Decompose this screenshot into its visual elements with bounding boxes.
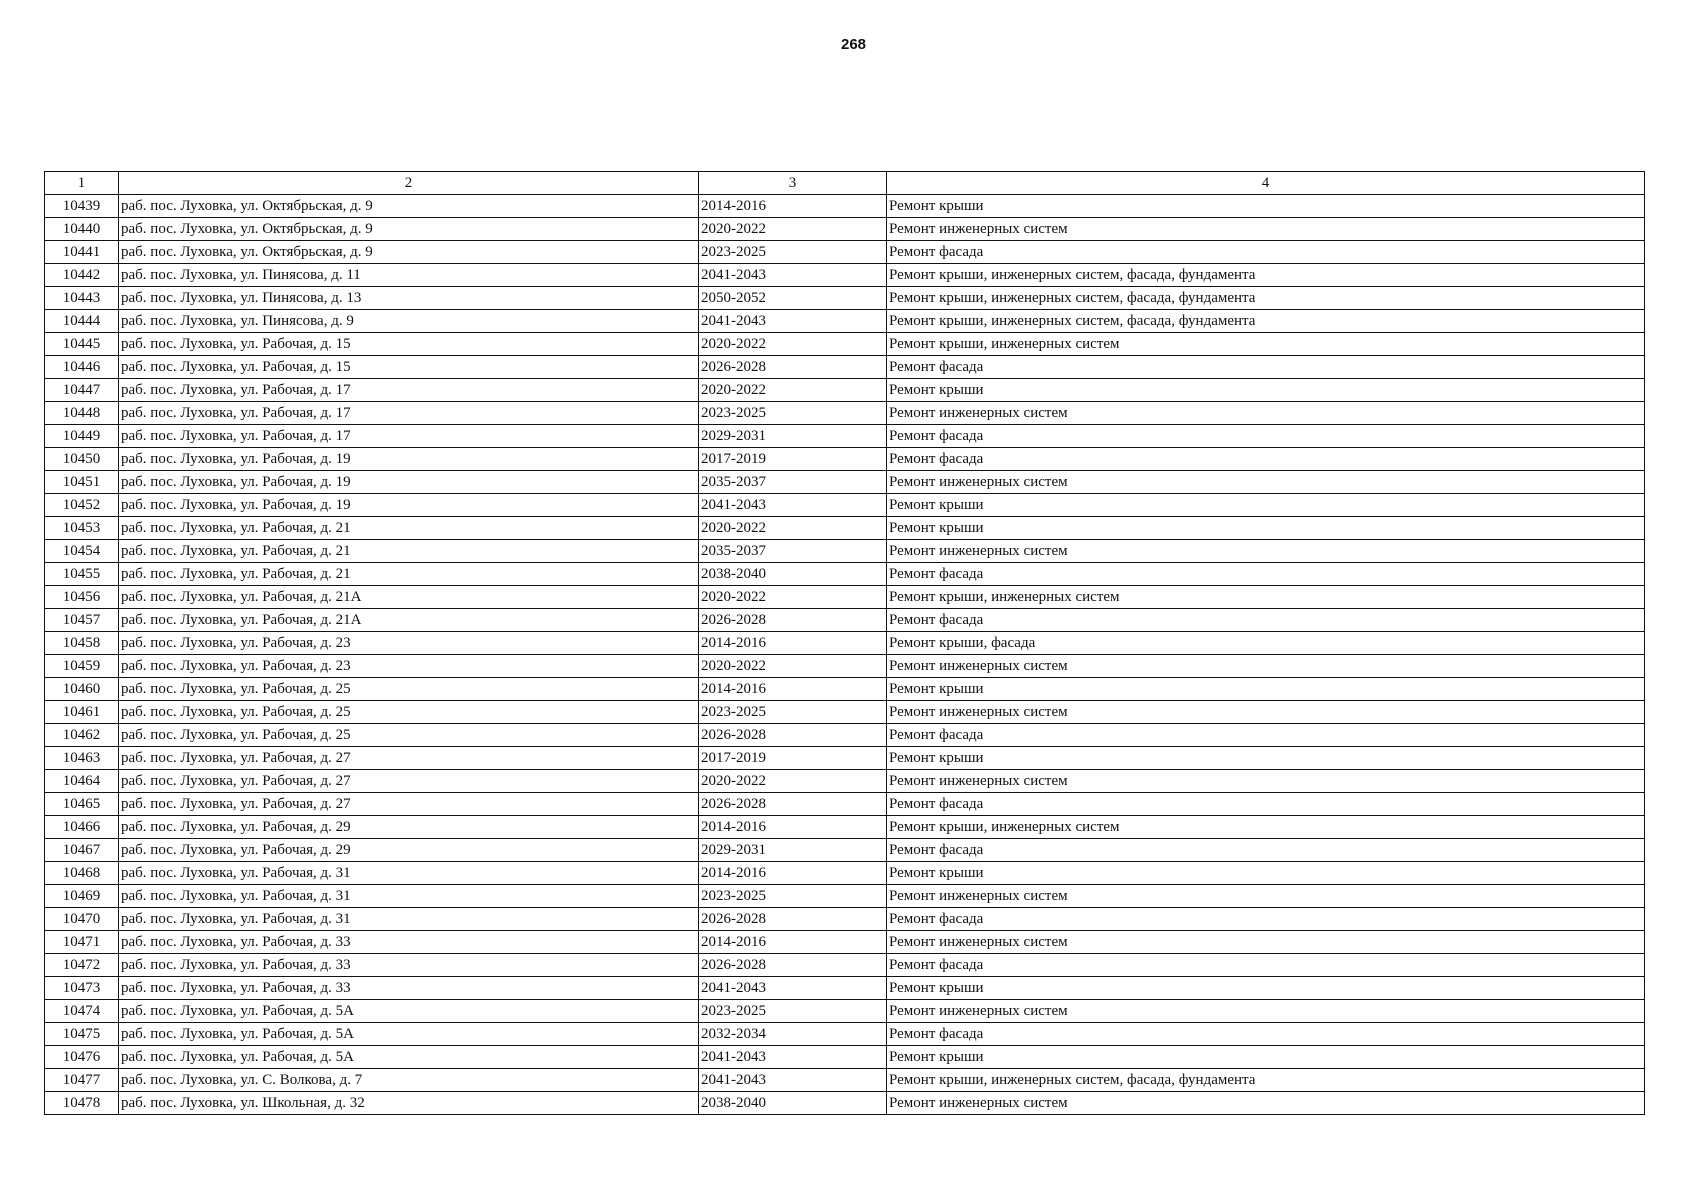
period-cell: 2023-2025: [699, 701, 887, 724]
table-row: [45, 517, 1645, 540]
row-number-cell: 10467: [45, 839, 119, 862]
address-cell: раб. пос. Луховка, ул. Рабочая, д. 31: [119, 862, 699, 885]
table-row: [45, 379, 1645, 402]
address-cell: раб. пос. Луховка, ул. Рабочая, д. 19: [119, 494, 699, 517]
table-row: [45, 701, 1645, 724]
repair-schedule-table: [44, 171, 1645, 1115]
row-number-cell: 10462: [45, 724, 119, 747]
table-row: [45, 977, 1645, 1000]
table-row: [45, 954, 1645, 977]
work-type-cell: Ремонт крыши, инженерных систем, фасада, фундамента: [887, 1069, 1645, 1092]
period-cell: 2014-2016: [699, 862, 887, 885]
address-cell: раб. пос. Луховка, ул. Рабочая, д. 23: [119, 632, 699, 655]
period-cell: 2014-2016: [699, 678, 887, 701]
address-cell: раб. пос. Луховка, ул. Октябрьская, д. 9: [119, 218, 699, 241]
table-row: [45, 655, 1645, 678]
work-type-cell: Ремонт фасада: [887, 425, 1645, 448]
work-type-cell: Ремонт фасада: [887, 1023, 1645, 1046]
table-row: [45, 609, 1645, 632]
address-cell: раб. пос. Луховка, ул. Рабочая, д. 5А: [119, 1000, 699, 1023]
period-cell: 2026-2028: [699, 793, 887, 816]
period-cell: 2020-2022: [699, 517, 887, 540]
work-type-cell: Ремонт крыши: [887, 862, 1645, 885]
table-row: [45, 678, 1645, 701]
row-number-cell: 10447: [45, 379, 119, 402]
address-cell: раб. пос. Луховка, ул. Рабочая, д. 15: [119, 356, 699, 379]
address-cell: раб. пос. Луховка, ул. Рабочая, д. 19: [119, 448, 699, 471]
table-row: [45, 333, 1645, 356]
header-row: [45, 172, 1645, 195]
row-number-cell: 10446: [45, 356, 119, 379]
address-cell: раб. пос. Луховка, ул. Октябрьская, д. 9: [119, 241, 699, 264]
row-number-cell: 10471: [45, 931, 119, 954]
row-number-cell: 10475: [45, 1023, 119, 1046]
work-type-cell: Ремонт фасада: [887, 839, 1645, 862]
row-number-cell: 10463: [45, 747, 119, 770]
address-cell: раб. пос. Луховка, ул. Рабочая, д. 5А: [119, 1023, 699, 1046]
work-type-cell: Ремонт инженерных систем: [887, 1092, 1645, 1115]
work-type-cell: Ремонт крыши: [887, 494, 1645, 517]
period-cell: 2041-2043: [699, 264, 887, 287]
address-cell: раб. пос. Луховка, ул. Пинясова, д. 11: [119, 264, 699, 287]
row-number-cell: 10455: [45, 563, 119, 586]
work-type-cell: Ремонт инженерных систем: [887, 471, 1645, 494]
table-row: [45, 1000, 1645, 1023]
table-row: [45, 908, 1645, 931]
period-cell: 2038-2040: [699, 563, 887, 586]
address-cell: раб. пос. Луховка, ул. Рабочая, д. 27: [119, 747, 699, 770]
work-type-cell: Ремонт крыши: [887, 379, 1645, 402]
work-type-cell: Ремонт крыши, инженерных систем, фасада, фундамента: [887, 287, 1645, 310]
row-number-cell: 10459: [45, 655, 119, 678]
row-number-cell: 10441: [45, 241, 119, 264]
row-number-cell: 10444: [45, 310, 119, 333]
row-number-cell: 10440: [45, 218, 119, 241]
row-number-cell: 10473: [45, 977, 119, 1000]
work-type-cell: Ремонт крыши: [887, 195, 1645, 218]
address-cell: раб. пос. Луховка, ул. Рабочая, д. 17: [119, 379, 699, 402]
row-number-cell: 10453: [45, 517, 119, 540]
address-cell: раб. пос. Луховка, ул. Рабочая, д. 21: [119, 540, 699, 563]
address-cell: раб. пос. Луховка, ул. Рабочая, д. 21: [119, 517, 699, 540]
address-cell: раб. пос. Луховка, ул. Рабочая, д. 27: [119, 793, 699, 816]
period-cell: 2014-2016: [699, 816, 887, 839]
row-number-cell: 10472: [45, 954, 119, 977]
address-cell: раб. пос. Луховка, ул. Рабочая, д. 29: [119, 816, 699, 839]
period-cell: 2041-2043: [699, 977, 887, 1000]
period-cell: 2035-2037: [699, 471, 887, 494]
table-row: [45, 1023, 1645, 1046]
address-cell: раб. пос. Луховка, ул. Рабочая, д. 31: [119, 885, 699, 908]
row-number-cell: 10439: [45, 195, 119, 218]
table-row: [45, 563, 1645, 586]
row-number-cell: 10465: [45, 793, 119, 816]
table-row: [45, 448, 1645, 471]
period-cell: 2020-2022: [699, 379, 887, 402]
row-number-cell: 10442: [45, 264, 119, 287]
row-number-cell: 10445: [45, 333, 119, 356]
table-row: [45, 770, 1645, 793]
period-cell: 2026-2028: [699, 609, 887, 632]
period-cell: 2032-2034: [699, 1023, 887, 1046]
work-type-cell: Ремонт фасада: [887, 908, 1645, 931]
work-type-cell: Ремонт инженерных систем: [887, 655, 1645, 678]
page-number: 268: [840, 36, 867, 53]
row-number-cell: 10448: [45, 402, 119, 425]
period-cell: 2020-2022: [699, 770, 887, 793]
work-type-cell: Ремонт фасада: [887, 609, 1645, 632]
address-cell: раб. пос. Луховка, ул. Рабочая, д. 31: [119, 908, 699, 931]
work-type-cell: Ремонт фасада: [887, 954, 1645, 977]
period-cell: 2017-2019: [699, 448, 887, 471]
work-type-cell: Ремонт фасада: [887, 241, 1645, 264]
work-type-cell: Ремонт крыши: [887, 977, 1645, 1000]
row-number-cell: 10474: [45, 1000, 119, 1023]
work-type-cell: Ремонт крыши, инженерных систем: [887, 333, 1645, 356]
work-type-cell: Ремонт крыши: [887, 678, 1645, 701]
table-row: [45, 632, 1645, 655]
period-cell: 2020-2022: [699, 333, 887, 356]
table-row: [45, 195, 1645, 218]
work-type-cell: Ремонт инженерных систем: [887, 770, 1645, 793]
table-row: [45, 1092, 1645, 1115]
period-cell: 2023-2025: [699, 402, 887, 425]
row-number-cell: 10457: [45, 609, 119, 632]
row-number-cell: 10468: [45, 862, 119, 885]
row-number-cell: 10470: [45, 908, 119, 931]
table-row: [45, 816, 1645, 839]
work-type-cell: Ремонт фасада: [887, 356, 1645, 379]
period-cell: 2035-2037: [699, 540, 887, 563]
table-row: [45, 356, 1645, 379]
period-cell: 2020-2022: [699, 655, 887, 678]
row-number-cell: 10478: [45, 1092, 119, 1115]
period-cell: 2041-2043: [699, 310, 887, 333]
address-cell: раб. пос. Луховка, ул. Пинясова, д. 9: [119, 310, 699, 333]
address-cell: раб. пос. Луховка, ул. С. Волкова, д. 7: [119, 1069, 699, 1092]
period-cell: 2026-2028: [699, 954, 887, 977]
row-number-cell: 10477: [45, 1069, 119, 1092]
address-cell: раб. пос. Луховка, ул. Рабочая, д. 33: [119, 977, 699, 1000]
work-type-cell: Ремонт крыши: [887, 747, 1645, 770]
address-cell: раб. пос. Луховка, ул. Рабочая, д. 19: [119, 471, 699, 494]
table-row: [45, 402, 1645, 425]
table-header: [45, 172, 1645, 195]
address-cell: раб. пос. Луховка, ул. Рабочая, д. 25: [119, 701, 699, 724]
table-row: [45, 471, 1645, 494]
column-header-address: 2: [119, 172, 699, 195]
column-header-work-type: 4: [887, 172, 1645, 195]
work-type-cell: Ремонт инженерных систем: [887, 885, 1645, 908]
table-row: [45, 1046, 1645, 1069]
row-number-cell: 10452: [45, 494, 119, 517]
work-type-cell: Ремонт крыши, инженерных систем: [887, 816, 1645, 839]
address-cell: раб. пос. Луховка, ул. Рабочая, д. 29: [119, 839, 699, 862]
column-header-period: 3: [699, 172, 887, 195]
table-row: [45, 540, 1645, 563]
period-cell: 2041-2043: [699, 494, 887, 517]
work-type-cell: Ремонт инженерных систем: [887, 540, 1645, 563]
address-cell: раб. пос. Луховка, ул. Рабочая, д. 17: [119, 402, 699, 425]
table-body: [45, 195, 1645, 1115]
table-row: [45, 287, 1645, 310]
row-number-cell: 10451: [45, 471, 119, 494]
table-row: [45, 931, 1645, 954]
period-cell: 2029-2031: [699, 839, 887, 862]
work-type-cell: Ремонт фасада: [887, 563, 1645, 586]
period-cell: 2023-2025: [699, 885, 887, 908]
table-row: [45, 724, 1645, 747]
row-number-cell: 10454: [45, 540, 119, 563]
address-cell: раб. пос. Луховка, ул. Рабочая, д. 33: [119, 954, 699, 977]
work-type-cell: Ремонт крыши: [887, 517, 1645, 540]
row-number-cell: 10443: [45, 287, 119, 310]
period-cell: 2017-2019: [699, 747, 887, 770]
period-cell: 2014-2016: [699, 931, 887, 954]
address-cell: раб. пос. Луховка, ул. Школьная, д. 32: [119, 1092, 699, 1115]
period-cell: 2029-2031: [699, 425, 887, 448]
period-cell: 2026-2028: [699, 356, 887, 379]
address-cell: раб. пос. Луховка, ул. Рабочая, д. 25: [119, 724, 699, 747]
table-row: [45, 586, 1645, 609]
column-header-number: 1: [45, 172, 119, 195]
table-row: [45, 310, 1645, 333]
period-cell: 2041-2043: [699, 1069, 887, 1092]
period-cell: 2026-2028: [699, 908, 887, 931]
period-cell: 2050-2052: [699, 287, 887, 310]
period-cell: 2014-2016: [699, 195, 887, 218]
work-type-cell: Ремонт инженерных систем: [887, 218, 1645, 241]
work-type-cell: Ремонт крыши, инженерных систем, фасада, фундамента: [887, 310, 1645, 333]
work-type-cell: Ремонт инженерных систем: [887, 1000, 1645, 1023]
period-cell: 2023-2025: [699, 1000, 887, 1023]
address-cell: раб. пос. Луховка, ул. Рабочая, д. 33: [119, 931, 699, 954]
row-number-cell: 10456: [45, 586, 119, 609]
work-type-cell: Ремонт крыши, инженерных систем: [887, 586, 1645, 609]
address-cell: раб. пос. Луховка, ул. Рабочая, д. 21А: [119, 609, 699, 632]
work-type-cell: Ремонт инженерных систем: [887, 931, 1645, 954]
address-cell: раб. пос. Луховка, ул. Пинясова, д. 13: [119, 287, 699, 310]
period-cell: 2020-2022: [699, 218, 887, 241]
work-type-cell: Ремонт крыши: [887, 1046, 1645, 1069]
row-number-cell: 10464: [45, 770, 119, 793]
work-type-cell: Ремонт фасада: [887, 724, 1645, 747]
address-cell: раб. пос. Луховка, ул. Рабочая, д. 21А: [119, 586, 699, 609]
table-row: [45, 862, 1645, 885]
address-cell: раб. пос. Луховка, ул. Рабочая, д. 15: [119, 333, 699, 356]
period-cell: 2023-2025: [699, 241, 887, 264]
work-type-cell: Ремонт инженерных систем: [887, 402, 1645, 425]
table-row: [45, 241, 1645, 264]
address-cell: раб. пос. Луховка, ул. Рабочая, д. 17: [119, 425, 699, 448]
table-row: [45, 494, 1645, 517]
period-cell: 2014-2016: [699, 632, 887, 655]
table-row: [45, 885, 1645, 908]
row-number-cell: 10449: [45, 425, 119, 448]
table-row: [45, 747, 1645, 770]
table-row: [45, 1069, 1645, 1092]
row-number-cell: 10460: [45, 678, 119, 701]
table-row: [45, 793, 1645, 816]
address-cell: раб. пос. Луховка, ул. Рабочая, д. 5А: [119, 1046, 699, 1069]
table-row: [45, 839, 1645, 862]
address-cell: раб. пос. Луховка, ул. Рабочая, д. 25: [119, 678, 699, 701]
row-number-cell: 10461: [45, 701, 119, 724]
row-number-cell: 10458: [45, 632, 119, 655]
table-row: [45, 425, 1645, 448]
address-cell: раб. пос. Луховка, ул. Рабочая, д. 23: [119, 655, 699, 678]
row-number-cell: 10476: [45, 1046, 119, 1069]
table-row: [45, 264, 1645, 287]
period-cell: 2020-2022: [699, 586, 887, 609]
work-type-cell: Ремонт крыши, инженерных систем, фасада, фундамента: [887, 264, 1645, 287]
row-number-cell: 10469: [45, 885, 119, 908]
table-row: [45, 218, 1645, 241]
address-cell: раб. пос. Луховка, ул. Октябрьская, д. 9: [119, 195, 699, 218]
address-cell: раб. пос. Луховка, ул. Рабочая, д. 21: [119, 563, 699, 586]
address-cell: раб. пос. Луховка, ул. Рабочая, д. 27: [119, 770, 699, 793]
period-cell: 2038-2040: [699, 1092, 887, 1115]
work-type-cell: Ремонт инженерных систем: [887, 701, 1645, 724]
row-number-cell: 10466: [45, 816, 119, 839]
period-cell: 2026-2028: [699, 724, 887, 747]
work-type-cell: Ремонт крыши, фасада: [887, 632, 1645, 655]
work-type-cell: Ремонт фасада: [887, 793, 1645, 816]
period-cell: 2041-2043: [699, 1046, 887, 1069]
work-type-cell: Ремонт фасада: [887, 448, 1645, 471]
row-number-cell: 10450: [45, 448, 119, 471]
